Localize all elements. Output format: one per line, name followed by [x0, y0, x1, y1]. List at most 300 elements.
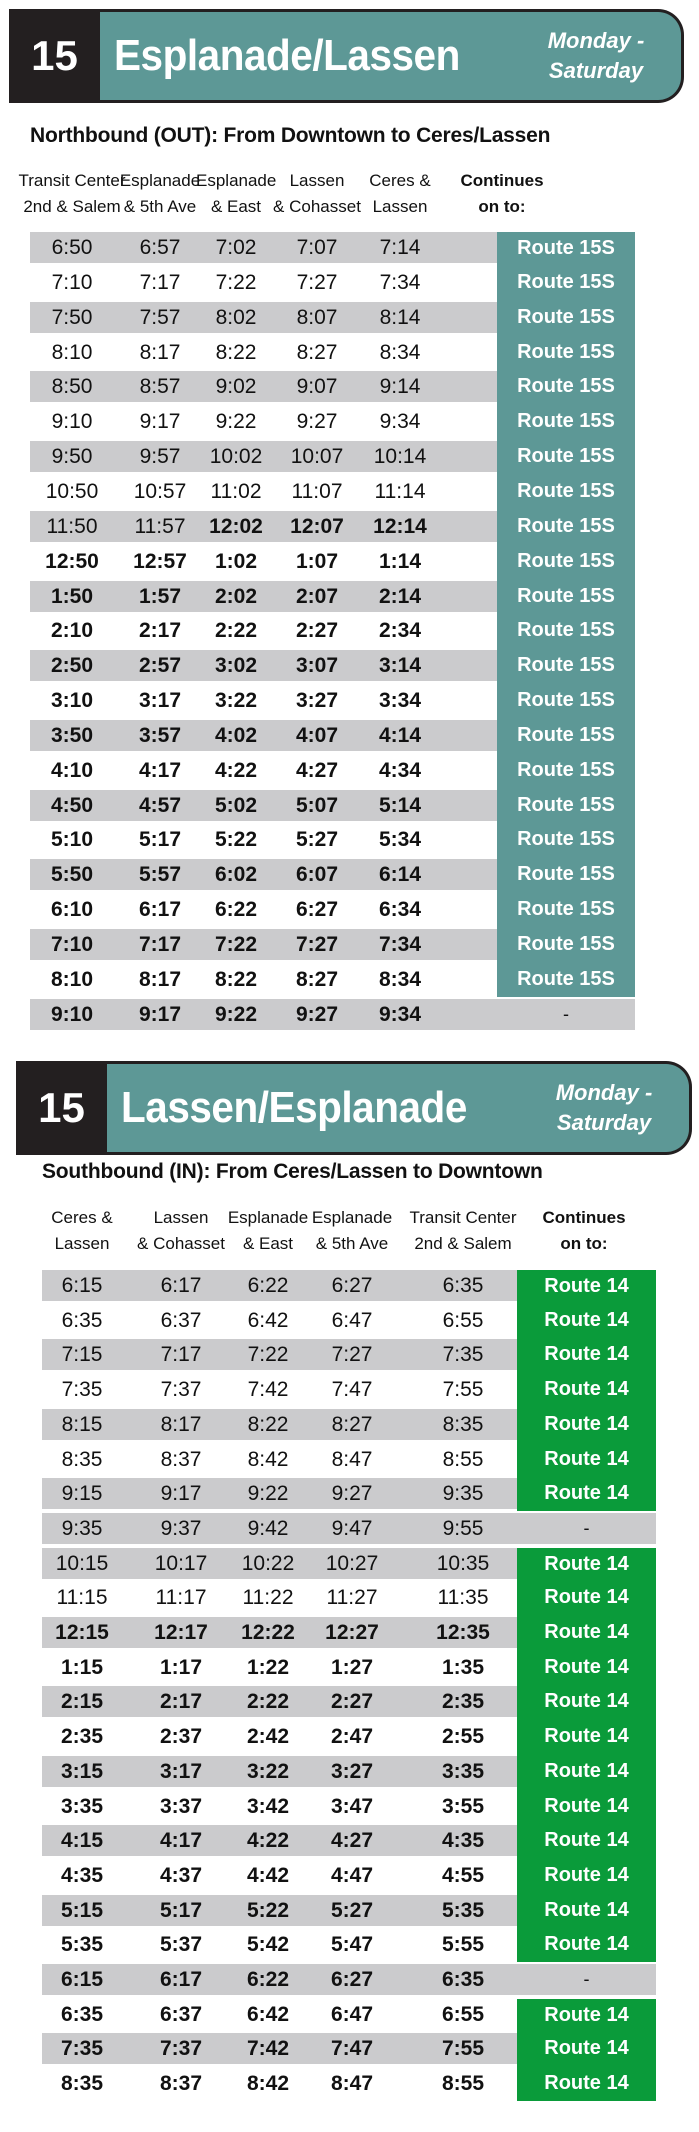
continues-cell: Route 15S	[497, 335, 635, 370]
time-cell: 6:50	[51, 236, 93, 259]
time-cell: 7:22	[247, 1343, 289, 1367]
time-cell: 9:14	[379, 375, 421, 399]
column-header	[37, 1205, 127, 1257]
time-cell: 3:07	[295, 654, 339, 678]
time-cell: 6:34	[378, 898, 422, 922]
time-cell: 3:17	[138, 689, 182, 713]
continues-cell: Route 15S	[497, 892, 635, 927]
time-cell: 2:55	[441, 1725, 485, 1749]
time-cell: 9:10	[50, 1002, 94, 1026]
time-cell: 6:47	[331, 1308, 373, 1332]
continues-cell: Route 15S	[497, 927, 635, 962]
column-header-line: Lassen	[289, 171, 345, 190]
column-header-line: on to:	[478, 197, 526, 216]
continues-cell: Route 15S	[497, 300, 635, 335]
direction-title: Southbound (IN): From Ceres/Lassen to Downtown	[42, 1160, 543, 1183]
time-cell: 5:42	[246, 1933, 290, 1957]
continues-cell: Route 14	[517, 1927, 656, 1962]
column-header	[115, 168, 205, 220]
column-header-line: Esplanade	[311, 1208, 393, 1227]
time-cell: 6:22	[246, 1968, 290, 1991]
table-row	[0, 1719, 699, 1754]
time-cell: 12:02	[209, 514, 263, 538]
continues-cell: Route 15S	[497, 822, 635, 857]
time-cell: 5:15	[60, 1898, 104, 1922]
column-header-line: & 5th Ave	[315, 1234, 389, 1253]
time-cell: 7:34	[378, 933, 422, 956]
table-row	[0, 1962, 699, 1997]
column-header-line: & East	[242, 1234, 294, 1253]
time-cell: 5:17	[159, 1898, 203, 1922]
time-cell: 8:34	[378, 967, 422, 991]
time-cell: 8:35	[442, 1412, 484, 1436]
time-cell: 6:35	[60, 2002, 104, 2026]
table-row	[0, 439, 699, 474]
time-cell: 6:35	[441, 1968, 485, 1991]
time-cell: 12:57	[133, 549, 187, 573]
time-cell: 3:37	[159, 1794, 203, 1818]
column-header-line: Ceres &	[369, 171, 431, 190]
table-row	[0, 230, 699, 265]
column-header	[272, 168, 362, 220]
time-cell: 3:27	[295, 689, 339, 713]
time-cell: 2:22	[214, 619, 258, 643]
time-cell: 8:34	[379, 340, 421, 364]
time-cell: 8:57	[139, 375, 181, 399]
time-cell: 2:14	[378, 584, 422, 608]
route-number-badge: 15	[16, 1061, 107, 1155]
time-cell: 5:57	[138, 863, 182, 887]
time-cell: 7:14	[379, 236, 421, 259]
time-cell: 9:22	[247, 1482, 289, 1506]
time-cell: 5:55	[441, 1933, 485, 1957]
continues-cell: Route 14	[517, 1893, 656, 1928]
time-cell: 2:50	[50, 654, 94, 678]
time-cell: 6:55	[442, 1308, 484, 1332]
time-cell: 7:55	[441, 2037, 485, 2061]
time-cell: 10:07	[290, 445, 344, 469]
time-cell: 12:07	[290, 514, 344, 538]
time-cell: 11:14	[374, 479, 426, 503]
table-row	[0, 509, 699, 544]
time-cell: 8:42	[247, 1447, 289, 1471]
time-cell: 10:15	[55, 1551, 109, 1575]
time-cell: 10:27	[325, 1551, 379, 1575]
continues-cell: Route 15S	[497, 544, 635, 579]
time-cell: 1:57	[138, 584, 182, 608]
time-cell: 2:37	[159, 1725, 203, 1749]
time-cell: 5:35	[441, 1898, 485, 1922]
time-cell: 3:55	[441, 1794, 485, 1818]
time-cell: 8:37	[160, 1447, 202, 1471]
time-cell: 8:22	[215, 340, 257, 364]
time-cell: 11:07	[291, 479, 343, 503]
time-cell: 8:10	[50, 967, 94, 991]
time-cell: 9:55	[442, 1516, 484, 1540]
time-cell: 4:07	[295, 723, 339, 747]
column-header-line: Lassen	[54, 1234, 110, 1253]
route-title-band	[107, 1061, 692, 1155]
column-header	[360, 168, 440, 220]
continues-cell: Route 15S	[497, 404, 635, 439]
service-days-line1: Monday -	[555, 1080, 653, 1105]
column-header-line: 2nd & Salem	[414, 1234, 512, 1253]
time-cell: 2:47	[330, 1725, 374, 1749]
column-header-line: Lassen	[372, 197, 428, 216]
time-cell: 4:22	[246, 1829, 290, 1853]
time-cell: 12:35	[436, 1621, 490, 1644]
time-cell: 1:14	[378, 549, 422, 573]
time-cell: 9:35	[442, 1482, 484, 1506]
time-cell: 8:17	[160, 1412, 202, 1436]
time-cell: 3:42	[246, 1794, 290, 1818]
continues-cell: Route 15S	[497, 369, 635, 404]
time-cell: 6:17	[160, 1274, 202, 1297]
time-cell: 6:57	[139, 236, 181, 259]
table-row	[0, 1615, 699, 1650]
time-cell: 7:42	[247, 1378, 289, 1402]
continues-cell: Route 15S	[497, 962, 635, 997]
time-cell: 6:15	[61, 1274, 103, 1297]
continues-cell: Route 14	[517, 1858, 656, 1893]
column-header	[15, 168, 130, 220]
time-cell: 2:35	[441, 1690, 485, 1714]
time-cell: 3:57	[138, 723, 182, 747]
time-cell: 7:42	[246, 2037, 290, 2061]
table-row	[0, 369, 699, 404]
time-cell: 9:50	[51, 445, 93, 469]
table-row	[0, 1511, 699, 1546]
continues-cell: Route 14	[517, 1789, 656, 1824]
time-cell: 11:02	[210, 479, 262, 503]
time-cell: 12:50	[45, 549, 99, 573]
time-cell: 11:17	[155, 1586, 207, 1610]
time-cell: 2:27	[330, 1690, 374, 1714]
service-days-line2: Saturday	[548, 58, 644, 83]
time-cell: 6:37	[159, 2002, 203, 2026]
time-cell: 6:22	[214, 898, 258, 922]
time-cell: 10:14	[373, 445, 427, 469]
time-cell: 8:17	[138, 967, 182, 991]
time-cell: 8:37	[159, 2072, 203, 2096]
time-cell: 7:22	[214, 933, 258, 956]
table-row	[0, 1650, 699, 1685]
time-cell: 2:57	[138, 654, 182, 678]
time-cell: 9:07	[296, 375, 338, 399]
time-cell: 5:17	[138, 828, 182, 852]
time-cell: 11:22	[242, 1586, 294, 1610]
column-header-line: Lassen	[153, 1208, 209, 1227]
time-cell: 1:07	[295, 549, 339, 573]
southbound-banner	[16, 1061, 692, 1155]
column-header-line: & Cohasset	[273, 197, 361, 216]
time-cell: 10:02	[209, 445, 263, 469]
time-cell: 9:22	[214, 1002, 258, 1026]
service-days	[541, 26, 651, 86]
time-cell: 2:27	[295, 619, 339, 643]
time-cell: 8:35	[60, 2072, 104, 2096]
time-cell: 2:35	[60, 1725, 104, 1749]
time-cell: 8:47	[331, 1447, 373, 1471]
time-cell: 6:07	[295, 863, 339, 887]
time-cell: 7:47	[331, 1378, 373, 1402]
time-cell: 7:27	[331, 1343, 373, 1367]
time-cell: 4:55	[441, 1863, 485, 1887]
table-row	[0, 683, 699, 718]
route-title: Lassen/Esplanade	[121, 1083, 467, 1132]
direction-title: Northbound (OUT): From Downtown to Ceres/Lassen	[30, 124, 551, 147]
time-cell: 2:10	[50, 619, 94, 643]
table-row	[0, 404, 699, 439]
time-cell: 7:55	[442, 1378, 484, 1402]
service-days	[549, 1078, 659, 1138]
time-cell: 7:37	[160, 1378, 202, 1402]
continues-cell: -	[563, 1003, 569, 1024]
route-title: Esplanade/Lassen	[114, 31, 460, 80]
continues-cell: Route 14	[517, 1650, 656, 1685]
time-cell: 3:15	[60, 1759, 104, 1783]
table-row	[0, 1407, 699, 1442]
table-row	[0, 265, 699, 300]
time-cell: 8:47	[330, 2072, 374, 2096]
time-cell: 3:22	[214, 689, 258, 713]
time-cell: 7:35	[442, 1343, 484, 1367]
time-cell: 6:42	[247, 1308, 289, 1332]
time-cell: 7:02	[215, 236, 257, 259]
time-cell: 1:50	[50, 584, 94, 608]
time-cell: 7:35	[61, 1378, 103, 1402]
table-row	[0, 1893, 699, 1928]
time-cell: 6:17	[138, 898, 182, 922]
time-cell: 11:15	[56, 1586, 108, 1610]
column-header	[196, 168, 276, 220]
time-cell: 4:02	[214, 723, 258, 747]
time-cell: 3:17	[159, 1759, 203, 1783]
continues-cell: -	[583, 1969, 590, 1989]
time-cell: 5:22	[214, 828, 258, 852]
time-cell: 12:22	[241, 1621, 295, 1644]
time-cell: 9:27	[295, 1002, 339, 1026]
time-cell: 7:35	[60, 2037, 104, 2061]
continues-cell: Route 14	[517, 1270, 656, 1303]
time-cell: 5:22	[246, 1898, 290, 1922]
table-row	[0, 648, 699, 683]
table-row	[0, 1442, 699, 1477]
time-cell: 3:22	[246, 1759, 290, 1783]
table-row	[0, 927, 699, 962]
continues-cell: Route 14	[517, 2066, 656, 2101]
table-row	[0, 1858, 699, 1893]
continues-cell: Route 14	[517, 1442, 656, 1477]
continues-cell: Route 15S	[497, 439, 635, 474]
time-cell: 5:50	[50, 863, 94, 887]
column-header-line: on to:	[560, 1234, 608, 1253]
table-row	[0, 1580, 699, 1615]
time-cell: 3:47	[330, 1794, 374, 1818]
column-header	[529, 1205, 639, 1257]
continues-cell: Route 14	[517, 1303, 656, 1338]
time-cell: 5:02	[214, 793, 258, 817]
continues-cell: Route 15S	[497, 648, 635, 683]
time-cell: 4:35	[60, 1863, 104, 1887]
time-cell: 7:07	[296, 236, 338, 259]
table-row	[0, 892, 699, 927]
table-row	[0, 1789, 699, 1824]
table-row	[0, 1303, 699, 1338]
time-cell: 10:22	[241, 1551, 295, 1575]
continues-cell: Route 15S	[497, 753, 635, 788]
time-cell: 4:47	[330, 1863, 374, 1887]
time-cell: 9:35	[61, 1516, 103, 1540]
time-cell: 3:27	[330, 1759, 374, 1783]
continues-cell: Route 15S	[497, 232, 635, 265]
route-title-band	[100, 9, 684, 103]
table-row	[0, 1754, 699, 1789]
continues-cell: Route 14	[517, 1719, 656, 1754]
time-cell: 11:50	[46, 514, 98, 538]
time-cell: 1:35	[441, 1655, 485, 1679]
continues-cell: Route 14	[517, 1615, 656, 1650]
time-cell: 1:17	[159, 1655, 203, 1679]
time-cell: 1:02	[214, 549, 258, 573]
time-cell: 4:35	[441, 1829, 485, 1853]
time-cell: 12:14	[373, 514, 427, 538]
table-row	[0, 2031, 699, 2066]
time-cell: 8:07	[296, 305, 338, 329]
continues-cell: Route 14	[517, 1337, 656, 1372]
table-row	[0, 544, 699, 579]
column-header-line: Esplanade	[119, 171, 201, 190]
time-cell: 9:15	[61, 1482, 103, 1506]
time-cell: 2:07	[295, 584, 339, 608]
time-cell: 5:07	[295, 793, 339, 817]
time-cell: 7:17	[139, 270, 181, 294]
column-header-line: Continues	[542, 1208, 626, 1227]
table-row	[0, 579, 699, 614]
time-cell: 5:10	[50, 828, 94, 852]
table-row	[0, 474, 699, 509]
time-cell: 5:14	[378, 793, 422, 817]
time-cell: 4:17	[138, 758, 182, 782]
time-cell: 6:17	[159, 1968, 203, 1991]
time-cell: 3:14	[378, 654, 422, 678]
column-header-line: & East	[210, 197, 262, 216]
time-cell: 5:37	[159, 1933, 203, 1957]
time-cell: 2:15	[60, 1690, 104, 1714]
time-cell: 2:17	[138, 619, 182, 643]
time-cell: 7:27	[296, 270, 338, 294]
time-cell: 4:57	[138, 793, 182, 817]
time-cell: 2:17	[159, 1690, 203, 1714]
table-row	[0, 1684, 699, 1719]
column-header	[403, 1205, 523, 1257]
time-cell: 8:27	[331, 1412, 373, 1436]
time-cell: 10:50	[45, 479, 99, 503]
time-cell: 6:47	[330, 2002, 374, 2026]
time-cell: 12:17	[154, 1621, 208, 1644]
column-header-line: & Cohasset	[137, 1234, 225, 1253]
time-cell: 9:17	[138, 1002, 182, 1026]
time-cell: 7:47	[330, 2037, 374, 2061]
column-header-line: Continues	[460, 171, 544, 190]
table-row	[0, 1372, 699, 1407]
time-cell: 8:14	[379, 305, 421, 329]
time-cell: 6:35	[442, 1274, 484, 1297]
time-cell: 3:10	[50, 689, 94, 713]
time-cell: 6:37	[160, 1308, 202, 1332]
table-row	[0, 300, 699, 335]
continues-cell: Route 14	[517, 1372, 656, 1407]
column-header-line: 2nd & Salem	[23, 197, 121, 216]
time-cell: 6:35	[61, 1308, 103, 1332]
column-header	[307, 1205, 397, 1257]
table-row	[0, 822, 699, 857]
continues-cell: -	[583, 1517, 590, 1538]
table-row	[0, 1546, 699, 1581]
service-days-line1: Monday -	[547, 28, 645, 53]
time-cell: 4:14	[378, 723, 422, 747]
time-cell: 7:22	[215, 270, 257, 294]
northbound-banner	[9, 9, 684, 103]
time-cell: 8:02	[215, 305, 257, 329]
continues-cell: Route 14	[517, 1580, 656, 1615]
continues-cell: Route 15S	[497, 613, 635, 648]
time-cell: 8:55	[441, 2072, 485, 2096]
time-cell: 9:17	[160, 1482, 202, 1506]
continues-cell: Route 15S	[497, 788, 635, 823]
continues-cell: Route 14	[517, 2031, 656, 2066]
column-header-line: Transit Center	[18, 171, 126, 190]
time-cell: 4:27	[295, 758, 339, 782]
time-cell: 6:14	[378, 863, 422, 887]
time-cell: 5:34	[378, 828, 422, 852]
column-header-line: Esplanade	[196, 171, 277, 190]
time-cell: 4:15	[60, 1829, 104, 1853]
route-number-badge: 15	[9, 9, 100, 103]
time-cell: 9:10	[51, 410, 93, 434]
time-cell: 9:27	[296, 410, 338, 434]
time-cell: 1:27	[330, 1655, 374, 1679]
time-cell: 8:35	[61, 1447, 103, 1471]
time-cell: 7:34	[379, 270, 421, 294]
time-cell: 11:35	[437, 1586, 489, 1610]
table-row	[0, 788, 699, 823]
time-cell: 2:42	[246, 1725, 290, 1749]
time-cell: 6:10	[50, 898, 94, 922]
time-cell: 12:27	[325, 1621, 379, 1644]
table-row	[0, 753, 699, 788]
continues-cell: Route 14	[517, 1476, 656, 1511]
time-cell: 3:34	[378, 689, 422, 713]
time-cell: 11:57	[134, 514, 186, 538]
time-cell: 8:10	[51, 340, 93, 364]
table-row	[0, 857, 699, 892]
time-cell: 9:34	[378, 1002, 422, 1026]
time-cell: 8:17	[139, 340, 181, 364]
time-cell: 7:10	[51, 270, 93, 294]
time-cell: 8:22	[214, 967, 258, 991]
time-cell: 5:35	[60, 1933, 104, 1957]
time-cell: 8:27	[296, 340, 338, 364]
table-row	[0, 1337, 699, 1372]
continues-cell: Route 15S	[497, 857, 635, 892]
time-cell: 2:02	[214, 584, 258, 608]
table-row	[0, 335, 699, 370]
column-header-line: Transit Center	[409, 1208, 517, 1227]
time-cell: 4:50	[50, 793, 94, 817]
table-row	[0, 997, 699, 1032]
time-cell: 9:34	[379, 410, 421, 434]
